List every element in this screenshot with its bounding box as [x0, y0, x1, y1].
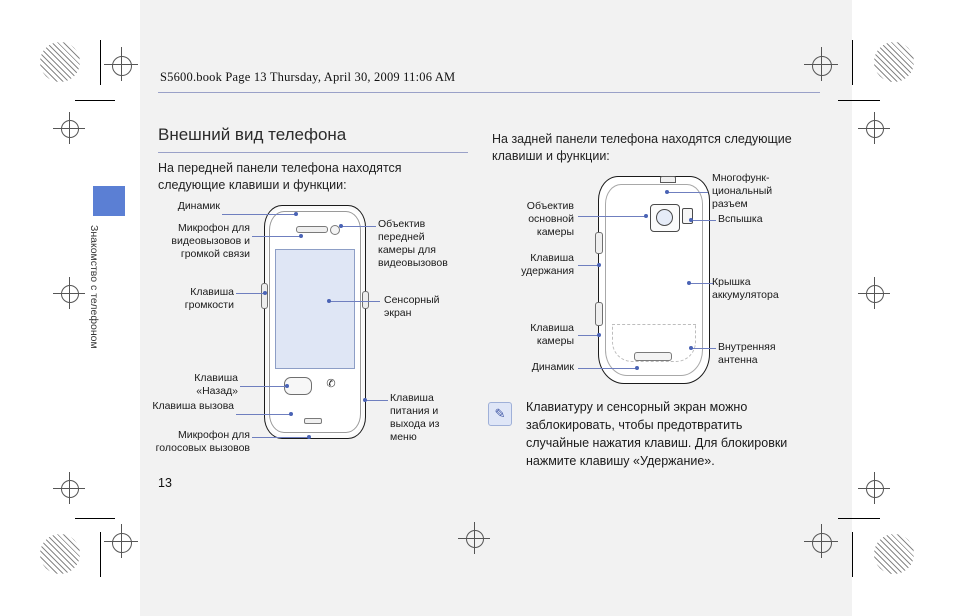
leader-dot-camera-key — [597, 333, 601, 337]
leader-back-key — [240, 386, 288, 387]
reg-cross-left-bottom-v — [69, 472, 70, 504]
multifunction-jack-shape — [660, 176, 676, 183]
leader-front-camera — [342, 226, 376, 227]
leader-dot-jack — [665, 190, 669, 194]
leader-battery-cover — [690, 283, 714, 284]
callout-main-camera: Объектив основной камеры — [526, 200, 574, 238]
callout-front-camera: Объектив передней камеры для видеовызовов — [378, 218, 448, 269]
crop-mark-bl-v — [100, 532, 101, 577]
reg-cross-bottom-center-v — [474, 522, 475, 554]
note-icon: ✎ — [488, 402, 512, 426]
leader-dot-battery-cover — [687, 281, 691, 285]
leader-flash — [692, 220, 716, 221]
note-text: Клавиатуру и сенсорный экран можно заблокировать, чтобы предотвратить случайные нажатия клавиш. Для блокировки нажмите клавишу «Удержание». — [526, 400, 788, 468]
reg-target-right-mid — [866, 120, 884, 138]
callout-hold-key: Клавиша удержания — [521, 252, 574, 277]
reg-cross-bottom-left-v — [121, 524, 122, 558]
leader-dot-power-key — [363, 398, 367, 402]
call-key-shape: ✆ — [326, 378, 336, 390]
intro-paragraph-back: На задней панели телефона находятся следующие клавиши и функции: — [492, 132, 792, 163]
crop-mark-bl-h — [75, 518, 115, 519]
leader-back-speaker — [578, 368, 638, 369]
leader-dot-volume — [263, 291, 267, 295]
reg-cross-top-left-v — [121, 47, 122, 81]
title-underline — [158, 152, 468, 153]
reg-cross-top-right-v — [821, 47, 822, 81]
reg-target-bottom-left — [112, 533, 132, 553]
reg-target-right-bottom — [866, 480, 884, 498]
page-number: 13 — [158, 476, 172, 490]
reg-target-left-lower — [61, 285, 79, 303]
leader-call-key — [236, 414, 292, 415]
hold-key-shape — [595, 232, 603, 254]
leader-dot-voice-mic — [307, 435, 311, 439]
leader-dot-flash — [689, 218, 693, 222]
back-phone-illustration — [594, 176, 716, 384]
reg-target-bottom-right — [812, 533, 832, 553]
callout-speaker: Динамик — [177, 200, 220, 212]
leader-dot-touch-screen — [327, 299, 331, 303]
front-phone-illustration — [258, 205, 370, 437]
leader-dot-front-camera — [339, 224, 343, 228]
callout-flash: Вспышка — [718, 213, 763, 225]
callout-battery-cover: Крышка аккумулятора — [712, 276, 779, 301]
reg-cross-right-bottom-v — [874, 472, 875, 504]
crop-mark-tr-h — [838, 100, 880, 101]
reg-cross-left-mid-v — [69, 112, 70, 144]
leader-dot-video-mic — [299, 234, 303, 238]
leader-dot-internal-antenna — [689, 346, 693, 350]
microphone-shape — [304, 418, 322, 424]
crop-mark-tr-v — [852, 40, 853, 85]
callout-volume-key: Клавиша громкости — [184, 286, 234, 311]
registration-mark-top-right — [874, 42, 914, 82]
leader-internal-antenna — [692, 348, 716, 349]
callout-touch-screen: Сенсорный экран — [384, 294, 440, 319]
camera-key-shape — [595, 302, 603, 326]
reg-cross-right-mid-v — [874, 112, 875, 144]
reg-target-left-mid — [61, 120, 79, 138]
touch-screen-shape — [275, 249, 355, 369]
power-key-shape — [362, 291, 369, 309]
callout-voice-mic: Микрофон для голосовых вызовов — [155, 429, 250, 454]
callout-camera-key: Клавиша камеры — [530, 322, 574, 347]
leader-power-key — [366, 400, 388, 401]
callout-power-key: Клавиша питания и выхода из меню — [390, 392, 440, 443]
leader-dot-call-key — [289, 412, 293, 416]
volume-key-shape — [261, 283, 268, 309]
book-header: S5600.book Page 13 Thursday, April 30, 2009 11:06 AM — [160, 70, 456, 84]
header-rule — [158, 92, 820, 93]
leader-main-camera — [578, 216, 646, 217]
leader-jack — [668, 192, 708, 193]
registration-mark-top-left — [40, 42, 80, 82]
leader-dot-main-camera — [644, 214, 648, 218]
callout-multifunction-jack: Многофунк-циональный разъем — [712, 172, 773, 210]
leader-dot-back-key — [285, 384, 289, 388]
crop-mark-br-h — [838, 518, 880, 519]
leader-video-mic — [252, 236, 302, 237]
crop-mark-tl-h — [75, 100, 115, 101]
callout-internal-antenna: Внутренняя антенна — [718, 341, 776, 366]
intro-paragraph-front: На передней панели телефона находятся следующие клавиши и функции: — [158, 161, 402, 192]
reg-cross-right-lower-v — [874, 277, 875, 309]
callout-call-key: Клавиша вызова — [152, 400, 234, 412]
leader-volume — [236, 293, 266, 294]
reg-cross-left-lower-v — [69, 277, 70, 309]
callout-back-key: Клавиша «Назад» — [194, 372, 238, 397]
page-title: Внешний вид телефона — [158, 125, 347, 144]
reg-target-bottom-center — [466, 530, 484, 548]
leader-speaker — [222, 214, 296, 215]
callout-video-mic: Микрофон для видеовызовов и громкой связи — [171, 222, 250, 260]
leader-dot-speaker — [294, 212, 298, 216]
main-camera-lens-shape — [656, 209, 673, 226]
crop-mark-tl-v — [100, 40, 101, 85]
chapter-tab-mark — [93, 186, 125, 216]
crop-mark-br-v — [852, 532, 853, 577]
reg-cross-bottom-right-v — [821, 524, 822, 558]
leader-dot-hold-key — [597, 263, 601, 267]
earpiece-speaker-shape — [296, 226, 328, 233]
chapter-side-label: Знакомство с телефоном — [88, 225, 100, 349]
leader-voice-mic — [252, 437, 310, 438]
callout-back-speaker: Динамик — [531, 361, 574, 373]
reg-target-left-bottom — [61, 480, 79, 498]
leader-dot-back-speaker — [635, 366, 639, 370]
leader-touch-screen — [330, 301, 380, 302]
back-speaker-shape — [634, 352, 672, 361]
registration-mark-bottom-right — [874, 534, 914, 574]
reg-target-top-left — [112, 56, 132, 76]
registration-mark-bottom-left — [40, 534, 80, 574]
reg-target-right-lower — [866, 285, 884, 303]
